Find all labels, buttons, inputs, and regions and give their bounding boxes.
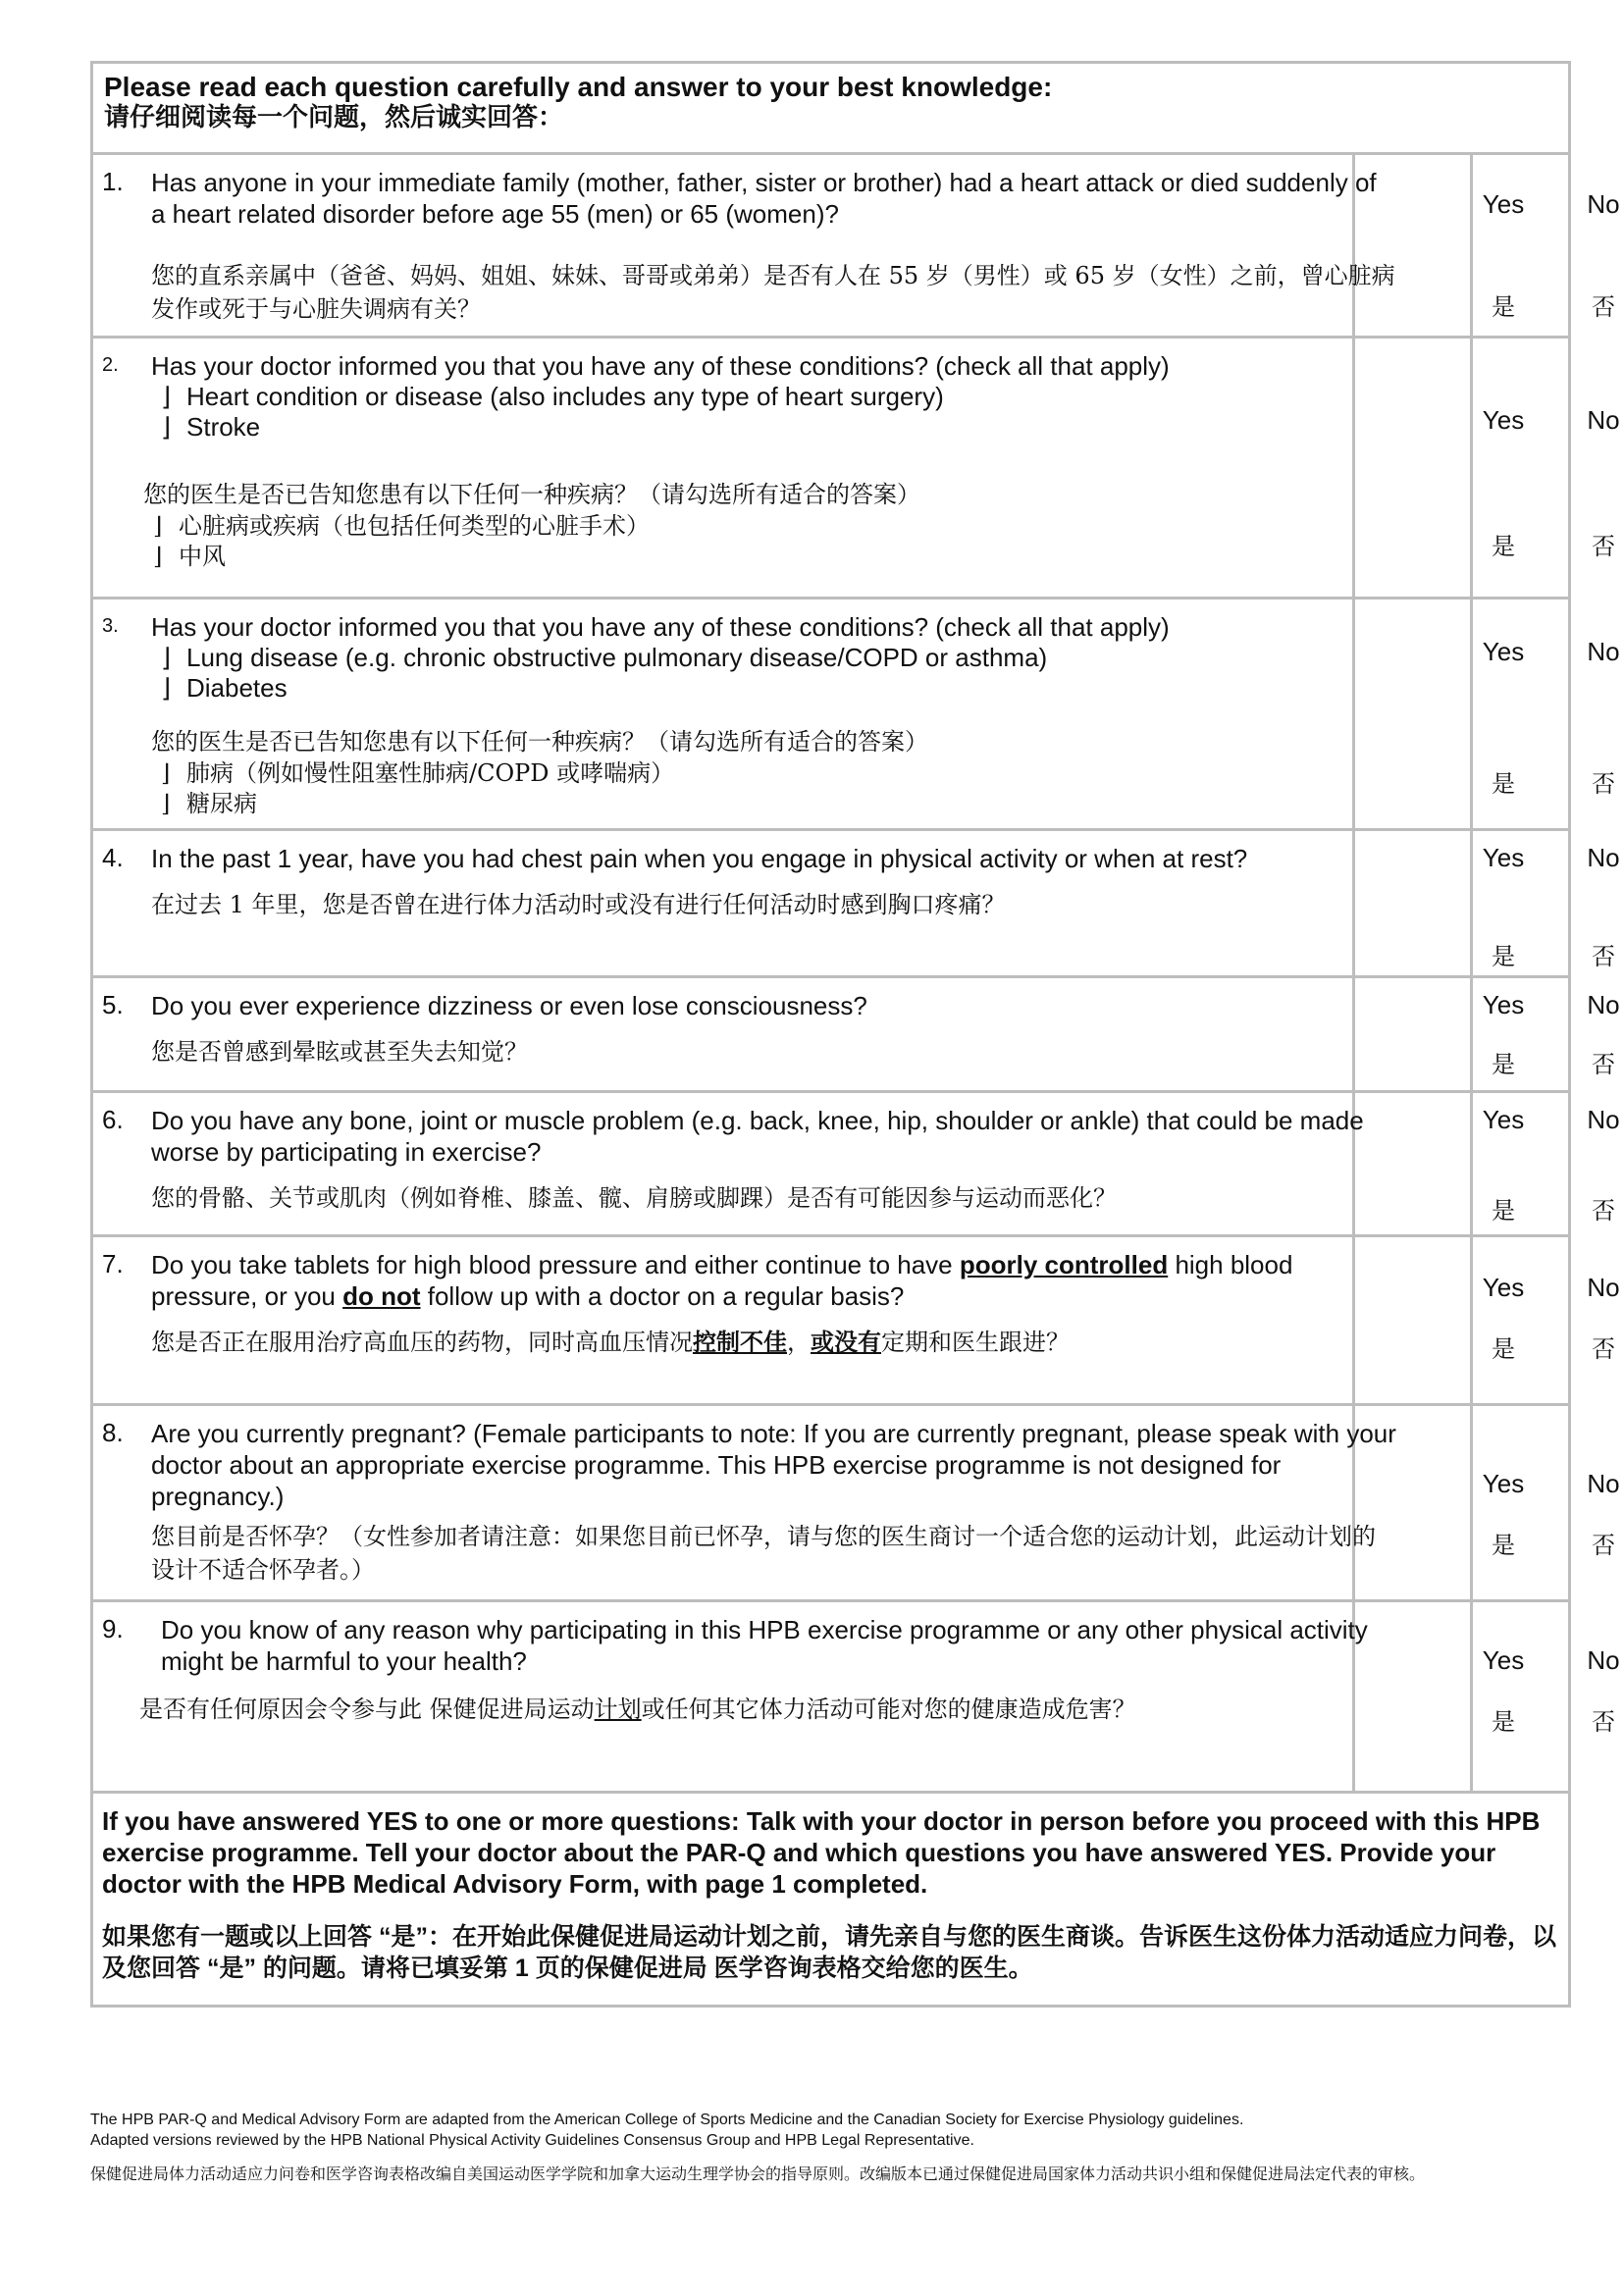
no-option-zh[interactable]: 否 (1592, 1335, 1615, 1363)
question-number: 1. (102, 167, 124, 196)
emphasis-poorly-controlled: poorly controlled (959, 1250, 1169, 1279)
checkbox[interactable]: ⌋ (161, 382, 172, 411)
question-6 (90, 1090, 1620, 1234)
question-number: 4. (102, 843, 124, 872)
question-text-zh: 您的直系亲属中（爸爸、妈妈、姐姐、妹妹、哥哥或弟弟）是否有人在 55 岁（男性）或 65 岁（女性）之前，曾心脏病发作或死于与心脏失调病有关？ (151, 262, 1395, 323)
yes-option-zh[interactable]: 是 (1492, 943, 1515, 970)
option-label: Diabetes (186, 673, 288, 703)
option-label: 中风 (179, 543, 226, 570)
checkbox[interactable]: ⌋ (161, 643, 172, 672)
no-option[interactable]: No (1587, 405, 1620, 435)
no-option[interactable]: No (1587, 637, 1620, 666)
question-number: 6. (102, 1105, 124, 1134)
yes-option[interactable]: Yes (1482, 1105, 1525, 1134)
yes-option-zh[interactable]: 是 (1492, 1051, 1515, 1078)
question-number: 9. (102, 1614, 124, 1643)
no-option-zh[interactable]: 否 (1592, 293, 1615, 321)
yes-option[interactable]: Yes (1482, 405, 1525, 435)
yes-option-zh[interactable]: 是 (1492, 1197, 1515, 1225)
no-option[interactable]: No (1587, 1469, 1620, 1498)
question-number: 5. (102, 990, 124, 1019)
yes-option-zh[interactable]: 是 (1492, 1532, 1515, 1559)
question-text-en: Do you have any bone, joint or muscle problem (e.g. back, knee, hip, shoulder or ankle) that could be made worse by participating in exercise? (151, 1106, 1364, 1167)
question-number: 2. (102, 354, 119, 376)
question-text-en: Has your doctor informed you that you have any of these conditions? (check all that apply) (151, 612, 1170, 642)
question-text-en: Do you take tablets for high blood pressure and either continue to have poorly controlled high blood pressure, or you do not follow up with a doctor on a regular basis? (151, 1250, 1293, 1311)
no-option[interactable]: No (1587, 1273, 1620, 1302)
question-text-zh: 您是否曾感到晕眩或甚至失去知觉？ (151, 1038, 528, 1066)
advice-section (90, 1791, 1571, 2008)
checkbox[interactable]: ⌋ (161, 790, 171, 817)
underlined-plan: 计划 (594, 1695, 642, 1723)
advice-zh: 如果您有一题或以上回答 “是”：在开始此保健促进局运动计划之前，请先亲自与您的医生商谈。告诉医生这份体力活动适应力问卷，以及您回答 “是” 的问题。请将已填妥第 1 页的保健促进局 医学咨询表格交给您的医生。 (102, 1923, 1556, 1982)
yes-option[interactable]: Yes (1482, 990, 1525, 1019)
checkbox-option[interactable] (151, 643, 1397, 673)
question-7 (90, 1234, 1620, 1403)
question-text-zh: 是否有任何原因会令参与此 保健促进局运动计划或任何其它体力活动可能对您的健康造成危害？ (139, 1695, 1136, 1723)
option-label: Stroke (186, 412, 261, 442)
question-4 (90, 828, 1620, 975)
instructions-zh: 请仔细阅读每一个问题，然后诚实回答： (104, 102, 564, 131)
checkbox-option[interactable] (151, 673, 1397, 704)
question-text-zh: 您的医生是否已告知您患有以下任何一种疾病？（请勾选所有适合的答案） (143, 481, 920, 508)
checkbox[interactable]: ⌋ (153, 512, 163, 540)
checkbox-option[interactable] (151, 758, 1397, 789)
form-instructions (90, 61, 1571, 154)
question-text-en: Do you ever experience dizziness or even lose consciousness? (151, 991, 867, 1020)
question-number: 8. (102, 1418, 124, 1447)
no-option[interactable]: No (1587, 843, 1620, 872)
question-text-zh: 在过去 1 年里，您是否曾在进行体力活动时或没有进行任何活动时感到胸口疼痛？ (151, 891, 1006, 918)
checkbox-option[interactable] (151, 382, 1397, 412)
checkbox-option[interactable] (143, 542, 1389, 572)
instructions-en: Please read each question carefully and answer to your best knowledge: (104, 72, 1053, 102)
footer-notes (90, 2110, 1571, 2185)
yes-option[interactable]: Yes (1482, 1273, 1525, 1302)
question-text-zh: 您是否正在服用治疗高血压的药物，同时高血压情况控制不佳，或没有定期和医生跟进？ (151, 1328, 1070, 1356)
question-text-en: Has your doctor informed you that you have any of these conditions? (check all that apply) (151, 351, 1170, 381)
no-option[interactable]: No (1587, 1645, 1620, 1675)
yes-option[interactable]: Yes (1482, 1469, 1525, 1498)
footer-en-2: Adapted versions reviewed by the HPB National Physical Activity Guidelines Consensus Group and HPB Legal Representative. (90, 2132, 974, 2149)
yes-option[interactable]: Yes (1482, 189, 1525, 219)
no-option[interactable]: No (1587, 990, 1620, 1019)
no-option-zh[interactable]: 否 (1592, 770, 1615, 798)
yes-option-zh[interactable]: 是 (1492, 533, 1515, 560)
question-number: 3. (102, 615, 119, 637)
yes-option-zh[interactable]: 是 (1492, 770, 1515, 798)
question-text-zh: 您的医生是否已告知您患有以下任何一种疾病？（请勾选所有适合的答案） (151, 728, 928, 756)
checkbox-option[interactable] (151, 412, 1397, 443)
footer-en-1: The HPB PAR-Q and Medical Advisory Form are adapted from the American College of Sports Medicine and the Canadian Society for Exercise Physiology guidelines. (90, 2112, 1244, 2128)
no-option-zh[interactable]: 否 (1592, 1532, 1615, 1559)
checkbox[interactable]: ⌋ (161, 759, 171, 787)
checkbox-option[interactable] (151, 789, 1397, 819)
checkbox[interactable]: ⌋ (161, 412, 172, 442)
no-option-zh[interactable]: 否 (1592, 533, 1615, 560)
advice-en: If you have answered YES to one or more questions: Talk with your doctor in person before you proceed with this HPB exercise programme. Tell your doctor about the PAR-Q and which questions you have answered YES. Provide your doctor with the HPB Medical Advisory Form, with page 1 completed. (102, 1806, 1541, 1899)
no-option[interactable]: No (1587, 189, 1620, 219)
footer-zh: 保健促进局体力活动适应力问卷和医学咨询表格改编自美国运动医学学院和加拿大运动生理学协会的指导原则。改编版本已通过保健促进局国家体力活动共识小组和保健促进局法定代表的审核。 (90, 2166, 1426, 2183)
option-label: 心脏病或疾病（也包括任何类型的心脏手术） (179, 512, 650, 540)
question-text-en: Are you currently pregnant? (Female participants to note: If you are currently pregnant, please speak with your doctor about an appropriate exercise programme. This HPB exercise programme is not designed for pregnancy.) (151, 1419, 1396, 1511)
option-label: 肺病（例如慢性阻塞性肺病/COPD 或哮喘病） (186, 759, 675, 787)
option-label: 糖尿病 (186, 790, 257, 817)
yes-option[interactable]: Yes (1482, 843, 1525, 872)
no-option-zh[interactable]: 否 (1592, 1051, 1615, 1078)
question-9 (90, 1599, 1620, 1791)
question-1 (90, 152, 1620, 336)
question-text-zh: 您目前是否怀孕？（女性参加者请注意：如果您目前已怀孕，请与您的医生商讨一个适合您的运动计划，此运动计划的设计不适合怀孕者。） (151, 1523, 1376, 1584)
checkbox[interactable]: ⌋ (153, 543, 163, 570)
option-label: Heart condition or disease (also includes any type of heart surgery) (186, 382, 944, 411)
question-text-en: Has anyone in your immediate family (mother, father, sister or brother) had a heart attack or died suddenly of a heart related disorder before age 55 (men) or 65 (women)? (151, 168, 1377, 229)
question-3 (90, 597, 1620, 828)
option-label: Lung disease (e.g. chronic obstructive pulmonary disease/COPD or asthma) (186, 643, 1048, 672)
emphasis-zh-poor-control: 控制不佳 (693, 1328, 787, 1356)
yes-option[interactable]: Yes (1482, 637, 1525, 666)
emphasis-zh-not: 或没有 (811, 1328, 881, 1356)
no-option-zh[interactable]: 否 (1592, 1708, 1615, 1736)
question-2 (90, 336, 1620, 597)
question-number: 7. (102, 1249, 124, 1278)
checkbox-option[interactable] (143, 511, 1389, 542)
checkbox[interactable]: ⌋ (161, 673, 172, 703)
question-5 (90, 975, 1620, 1090)
emphasis-do-not: do not (342, 1281, 421, 1311)
no-option-zh[interactable]: 否 (1592, 943, 1615, 970)
question-text-en: In the past 1 year, have you had chest pain when you engage in physical activity or when at rest? (151, 844, 1248, 873)
question-8 (90, 1403, 1620, 1599)
no-option-zh[interactable]: 否 (1592, 1197, 1615, 1225)
no-option[interactable]: No (1587, 1105, 1620, 1134)
yes-option-zh[interactable]: 是 (1492, 1335, 1515, 1363)
yes-option[interactable]: Yes (1482, 1645, 1525, 1675)
yes-option-zh[interactable]: 是 (1492, 293, 1515, 321)
question-text-zh: 您的骨骼、关节或肌肉（例如脊椎、膝盖、髋、肩膀或脚踝）是否有可能因参与运动而恶化？ (151, 1184, 1117, 1212)
question-text-en: Do you know of any reason why participating in this HPB exercise programme or any other physical activity might be harmful to your health? (161, 1615, 1368, 1676)
yes-option-zh[interactable]: 是 (1492, 1708, 1515, 1736)
